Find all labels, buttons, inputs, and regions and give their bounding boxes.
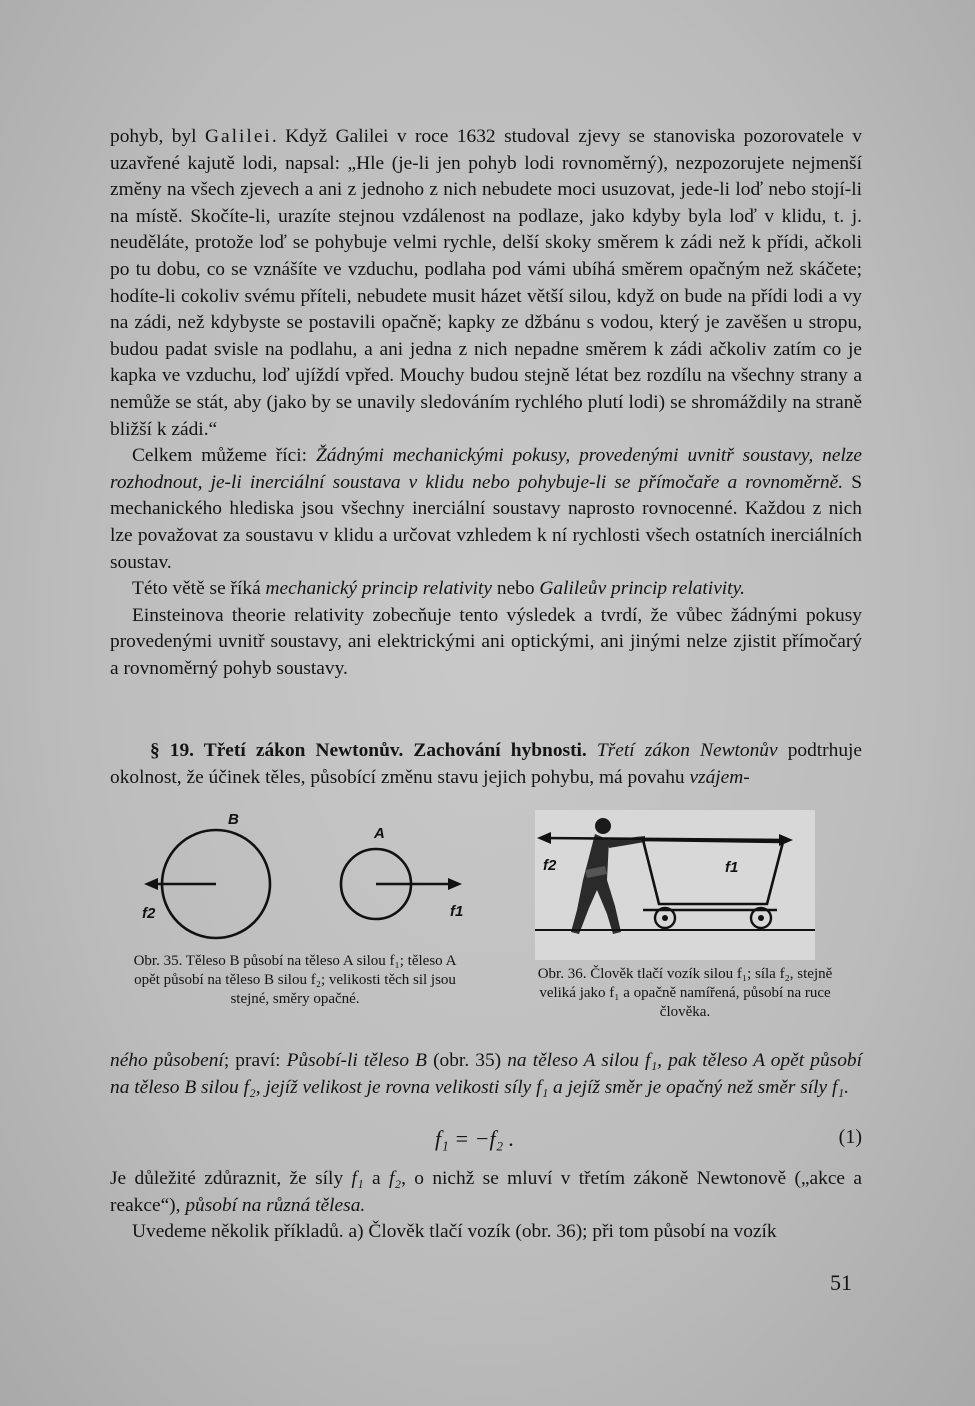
paragraph	[110, 1048, 862, 1101]
text-run: . Když Galilei v roce 1632 studoval zjevy se stanoviska pozorovatele v uzavřené kajutě lodi, napsal: „Hle (je-li jen pohyb lodi rovnoměrný), nezpozorujete nejmenší změny na všech zjevech a ani z jednoho z nich nebudete moci usuzovat, jede-li loď nebo stojí-li na místě. Skočíte-li, urazíte stejnou vzdálenost na podlaze, jako kdyby byla loď v klidu, t. j. neuděláte, protože loď se pohybuje velmi rychle, delší skoky směrem k zádi než k přídi, ačkoli po tu dobu, co se vznášíte ve vzduchu, podlaha pod vámi ubíhá směrem opačným než skáčete; hodíte-li cokoliv svému příteli, nebudete musit házet větší silou, když on bude na přídi lodi a vy na zádi, než kdybyste se postavili opačně; kapky ze džbánu s vodou, který je zavěšen u stropu, budou padat svisle na podlahu, a ani jedna z nich nepadne směrem k zádi ačkoliv zatím co je kapka ve vzduchu, loď ujíždí vpřed. Mouchy budou stejně létat bez rozdílu na všechny strany a nemůže se stát, aby (jako by se unavily sledováním rychlého plutí lodi) se shromáždily na straně bližší k zádi.“	[110, 126, 862, 440]
force-f1-arrowhead	[448, 878, 462, 890]
text-run: Celkem můžeme říci:	[132, 445, 316, 467]
section-19-heading-paragraph	[110, 738, 862, 791]
label-f1: f1	[725, 859, 739, 876]
equation-body: f₁ = −f₂ .	[435, 1126, 515, 1151]
section-paragraph	[110, 738, 862, 791]
text-run: S mechanického hlediska jsou všechny inerciální soustavy naprosto rovnocenné. Každou z nich lze považovat za soustavu v klidu a určovat vzhledem k ní rychlosti všech ostatních inerciálních soustav.	[110, 471, 862, 573]
text-run: (obr. 35)	[426, 1050, 508, 1071]
text-run: Této větě se říká	[132, 578, 266, 600]
text-run: pohyb, byl	[110, 126, 206, 147]
text-run: a	[363, 1168, 389, 1189]
text-run: nebo	[492, 578, 540, 600]
text-run: , o nichž se mluví v třetím zákoně Newtonově („akce a reakce“),	[110, 1168, 862, 1216]
page-number: 51	[830, 1270, 852, 1295]
figure-36-caption: Obr. 36. Člověk tlačí vozík silou f₁; síla f₂, stejně veliká jako f₁ a opačně namířená, působí na ruce člověka.	[537, 966, 833, 1020]
text-run: Uvedeme několik příkladů. a) Člověk tlačí vozík (obr. 36); při tom působí na vozík	[132, 1221, 777, 1243]
equation-1	[110, 1126, 862, 1156]
label-f2: f2	[543, 857, 557, 874]
text-run: ného působení	[110, 1050, 224, 1071]
equation-number: (1)	[838, 1126, 862, 1148]
text-run: Einsteinova theorie relativity zobecňuje tento výsledek a tvrdí, že vůbec žádnými pokusy provedenými uvnitř soustavy, ani elektrickými ani optickými, ani jinými nelze zjistit přímočarý a rovnoměrný pohyb soustavy.	[110, 604, 862, 679]
label-b: B	[228, 811, 239, 828]
figure-36-diagram	[535, 810, 815, 960]
paragraph	[110, 124, 862, 443]
paragraph	[110, 603, 862, 683]
text-run: působí na různá tělesa.	[185, 1194, 366, 1216]
text-run: f₂	[388, 1168, 402, 1189]
label-f2: f2	[142, 905, 156, 922]
text-run: Třetí zákon Newtonův	[596, 740, 778, 761]
paragraph	[110, 1166, 862, 1219]
text-run: vzájem-	[689, 766, 750, 788]
paragraph	[110, 1219, 862, 1246]
figure-35-caption: Obr. 35. Těleso B působí na těleso A silou f₁; těleso A opět působí na těleso B silou f₂; velikosti těch sil jsou stejné, směry opačné.	[133, 953, 457, 1007]
text-run: Galilei	[205, 126, 272, 147]
body-text-end	[110, 1166, 862, 1246]
force-f2-arrowhead	[144, 878, 158, 890]
paragraph	[110, 443, 862, 576]
label-a: A	[374, 825, 385, 842]
text-run	[587, 740, 597, 761]
text-run: f₁	[351, 1168, 364, 1189]
text-run: Žádnými mechanickými pokusy, provedenými uvnitř soustavy, nelze rozhodnout, je-li inerciální soustava v klidu nebo pohybuje-li se přímočaře a rovnoměrně.	[110, 445, 862, 493]
figure-35-diagram	[130, 810, 480, 950]
text-run: Působí-li těleso B	[286, 1050, 427, 1071]
text-run: Je důležité zdůraznit, že síly	[110, 1168, 352, 1189]
body-text-top	[110, 124, 862, 682]
text-run: mechanický princip relativity	[265, 578, 493, 600]
text-run: ; praví:	[223, 1050, 287, 1071]
paragraph	[110, 576, 862, 603]
text-run: Galileův princip relativity.	[539, 578, 745, 600]
text-run: podtrhuje okolnost, že účinek těles, působící změnu stavu jejich pohybu, má povahu	[110, 740, 863, 788]
body-text-after-figures	[110, 1048, 862, 1101]
label-f1: f1	[450, 903, 464, 920]
text-run: na těleso A silou f₁, pak těleso A opět působí na těleso B silou f₂, jejíž velikost je rovna velikosti síly f₁ a jejíž směr je opačný než směr síly f₁.	[110, 1050, 862, 1098]
text-run: § 19. Třetí zákon Newtonův. Zachování hybnosti.	[150, 740, 587, 761]
